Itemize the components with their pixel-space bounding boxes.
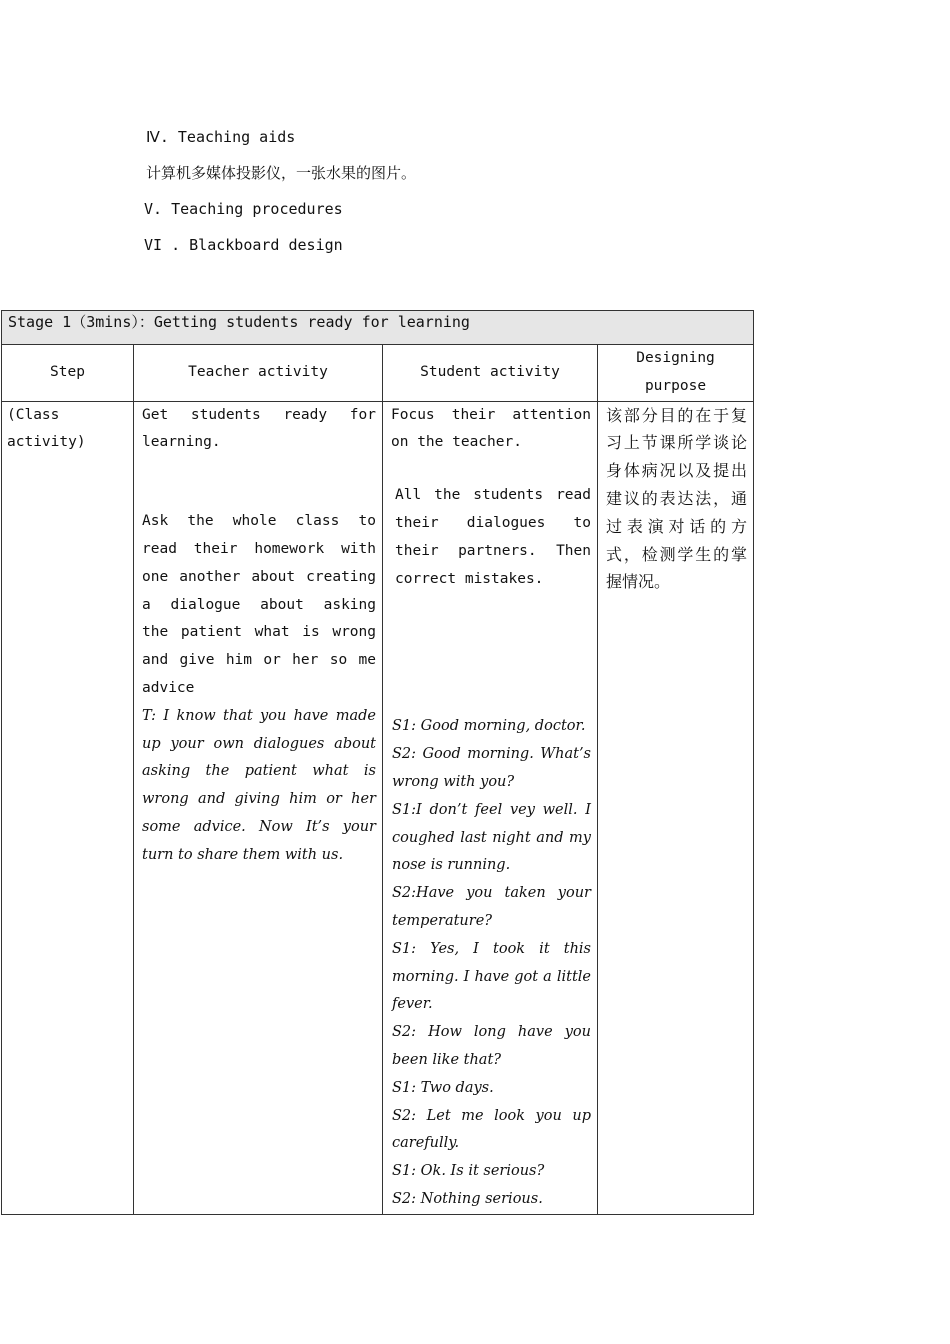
header-designing-purpose: Designing purpose bbox=[598, 345, 754, 402]
blackboard-design-heading: VI . Blackboard design bbox=[144, 236, 343, 254]
dialogue-line: S1: Two days. bbox=[392, 1079, 494, 1096]
dialogue-line: S1: Yes, I took it this morning. I have got a little fever. bbox=[392, 940, 591, 1013]
dialogue-line: S2: Let me look you up carefully. bbox=[392, 1107, 591, 1152]
teacher-activity-cell bbox=[134, 401, 383, 1214]
student-activity-cell bbox=[383, 401, 598, 1214]
designing-purpose-cell bbox=[598, 401, 754, 1214]
dialogue-line: S1: Good morning, doctor. bbox=[392, 718, 586, 735]
stage-title: Stage 1（3mins）：Getting students ready for learning bbox=[2, 311, 754, 345]
dialogue-line: S2: How long have you been like that? bbox=[392, 1024, 591, 1068]
teacher-p2: Ask the whole class to read their homework with one another about creating a dialogue about asking the patient what is wrong and give him or her so me advice bbox=[142, 513, 376, 696]
teaching-aids-content: 计算机多媒体投影仪，一张水果的图片。 bbox=[146, 164, 417, 182]
header-teacher-activity: Teacher activity bbox=[134, 345, 383, 402]
dialogue-line: S2: Good morning. What’s wrong with you? bbox=[392, 746, 591, 790]
dialogue bbox=[392, 713, 591, 1213]
step-text: (Class activity) bbox=[7, 406, 86, 451]
dialogue-line: S1:I don’t feel vey well. I coughed last night and my nose is running. bbox=[392, 801, 591, 874]
header-step: Step bbox=[2, 345, 134, 402]
header-student-activity: Student activity bbox=[383, 345, 598, 402]
student-p1: Focus their attention on the teacher. bbox=[391, 406, 591, 451]
teaching-procedures-heading: V. Teaching procedures bbox=[144, 200, 343, 218]
teaching-aids-heading: Ⅳ. Teaching aids bbox=[146, 128, 296, 146]
lesson-stage-table bbox=[1, 310, 754, 1215]
dialogue-line: S1: Ok. Is it serious? bbox=[392, 1163, 545, 1180]
dialogue-line: S2:Have you taken your temperature? bbox=[392, 885, 591, 929]
purpose-text: 该部分目的在于复习上节课所学谈论身体病况以及提出建议的表达法，通过表演对话的方式，检测学生的掌握情况。 bbox=[606, 405, 748, 592]
step-cell bbox=[2, 401, 134, 1214]
teacher-p3: T: I know that you have made up your own dialogues about asking the patient what is wrong and giving him or her some advice. Now It’s your turn to share them with us. bbox=[142, 707, 376, 863]
student-p2: All the students read their dialogues to their partners. Then correct mistakes. bbox=[395, 487, 591, 587]
teacher-p1: Get students ready for learning. bbox=[142, 406, 376, 451]
dialogue-line: S2: Nothing serious. bbox=[392, 1190, 543, 1207]
